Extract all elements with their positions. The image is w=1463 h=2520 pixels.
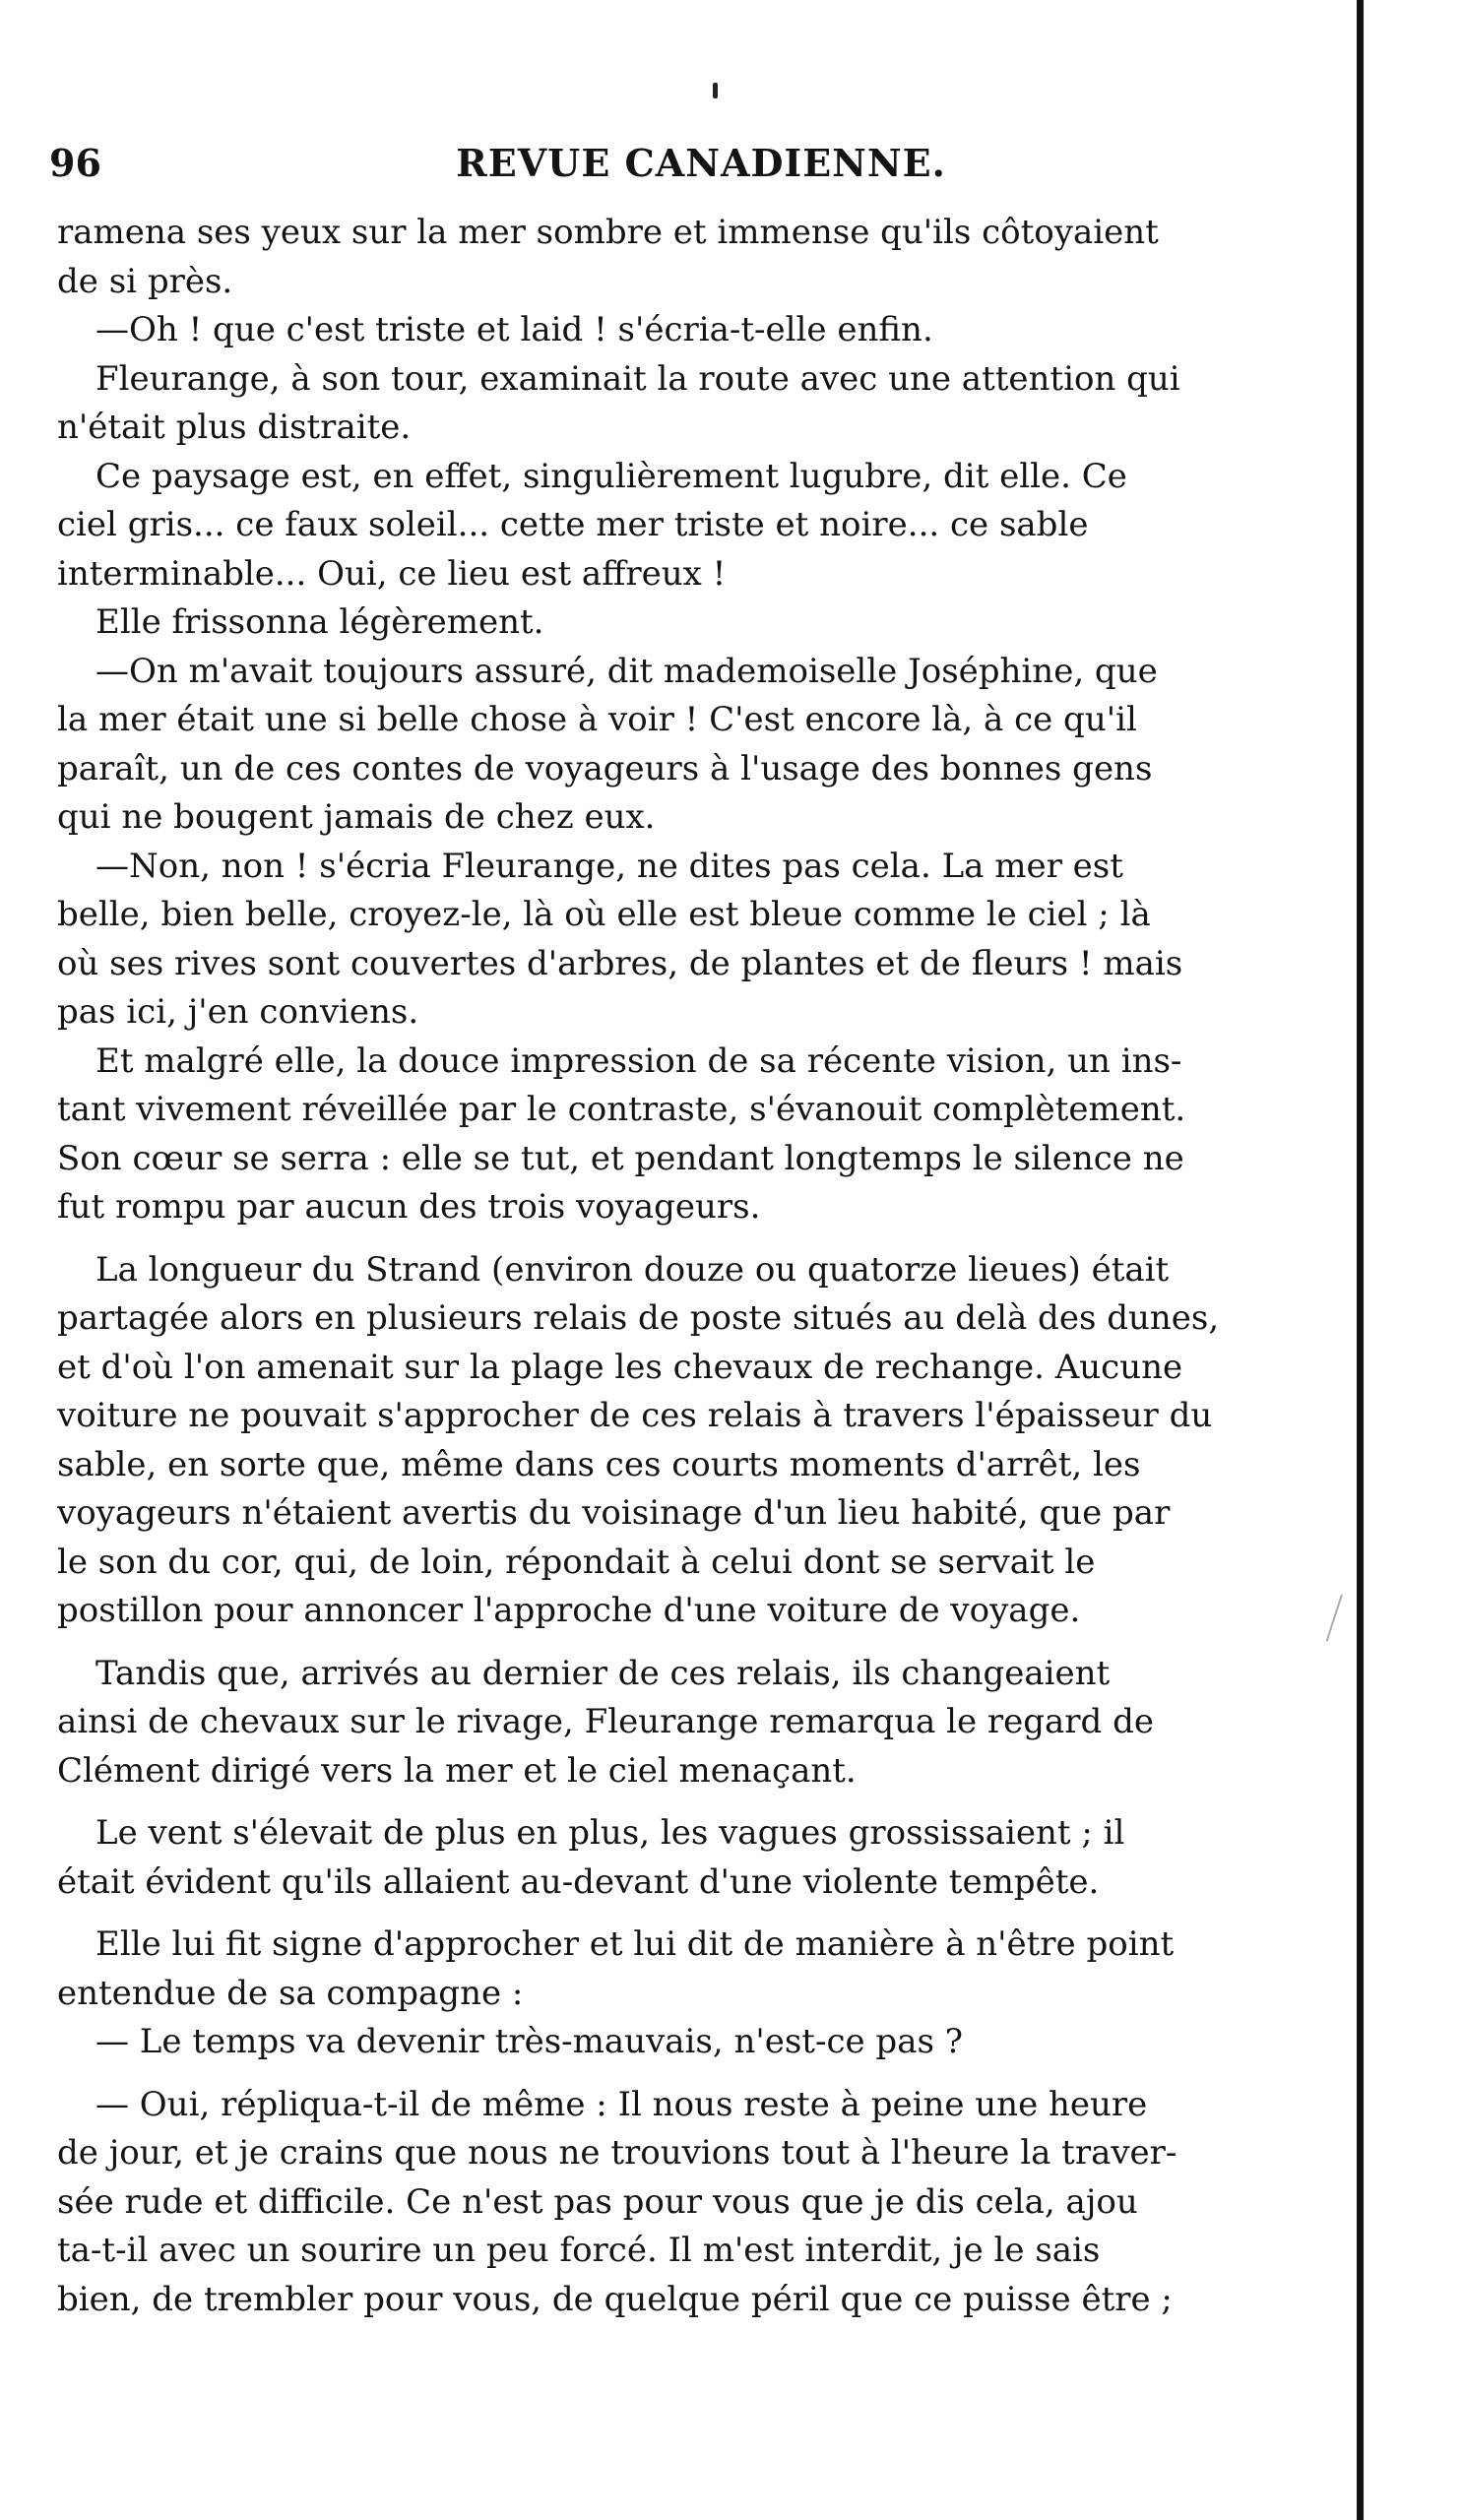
text-line: La longueur du Strand (environ douze ou quatorze lieues) était [95,1249,1170,1290]
text-line: —On m'avait toujours assuré, dit mademoiselle Joséphine, que [95,651,1158,691]
text-line: ainsi de chevaux sur le rivage, Fleurange remarqua le regard de [57,1702,1154,1741]
journal-title: REVUE CANADIENNE. [456,141,946,185]
text-line: paraît, un de ces contes de voyageurs à l'usage des bonnes gens [57,748,1153,788]
text-line: —Oh ! que c'est triste et laid ! s'écria-t-elle enfin. [95,310,933,349]
page-edge-shadow [1357,0,1364,2520]
text-line: où ses rives sont couvertes d'arbres, de plantes et de fleurs ! mais [57,943,1183,983]
body-text [57,209,1278,2324]
text-line: était évident qu'ils allaient au-devant d'une violente tempête. [57,1861,1100,1902]
text-line: Et malgré elle, la douce impression de sa récente vision, un ins- [95,1040,1182,1081]
text-line: pas ici, j'en conviens. [57,992,419,1032]
text-line: qui ne bougent jamais de chez eux. [57,797,656,837]
text-line: de si près. [57,261,233,301]
text-line: Tandis que, arrivés au dernier de ces relais, ils changeaient [95,1653,1111,1693]
text-line: entendue de sa compagne : [57,1973,524,2013]
text-line: n'était plus distraite. [57,408,412,447]
text-line: la mer était une si belle chose à voir ! C'est encore là, à ce qu'il [57,700,1137,739]
text-line: voiture ne pouvait s'approcher de ces relais à travers l'épaisseur du [57,1396,1213,1435]
text-line: ciel gris... ce faux soleil... cette mer triste et noire... ce sable [57,505,1089,544]
text-line: belle, bien belle, croyez-le, là où elle est bleue comme le ciel ; là [57,895,1151,934]
text-line: interminable... Oui, ce lieu est affreux ! [57,553,727,594]
text-line: — Le temps va devenir très-mauvais, n'est-ce pas ? [95,2022,963,2061]
text-line: de jour, et je crains que nous ne trouvions tout à l'heure la traver- [57,2133,1177,2173]
page-number: 96 [49,141,101,185]
header-ink-mark [713,83,718,98]
text-line: le son du cor, qui, de loin, répondait à celui dont se servait le [57,1542,1096,1582]
text-line: Fleurange, à son tour, examinait la route avec une attention qui [95,358,1180,399]
text-line: partagée alors en plusieurs relais de poste situés au delà des dunes, [57,1298,1220,1338]
text-line: — Oui, répliqua-t-il de même : Il nous reste à peine une heure [95,2084,1148,2124]
text-line: postillon pour annoncer l'approche d'une voiture de voyage. [57,1591,1081,1630]
text-line: —Non, non ! s'écria Fleurange, ne dites pas cela. La mer est [95,846,1123,886]
running-header [49,136,1270,191]
text-line: fut rompu par aucun des trois voyageurs. [57,1187,761,1227]
text-line: Clément dirigé vers la mer et le ciel menaçant. [57,1750,857,1791]
text-line: ta-t-il avec un sourire un peu forcé. Il m'est interdit, je le sais [57,2231,1101,2270]
text-line: bien, de trembler pour vous, de quelque péril que ce puisse être ; [57,2279,1173,2319]
text-line: Elle lui fit signe d'approcher et lui dit de manière à n'être point [95,1924,1175,1964]
scan-edge-mark [1326,1595,1351,1645]
text-line: Elle frissonna légèrement. [95,602,544,642]
text-line: Le vent s'élevait de plus en plus, les vagues grossissaient ; il [95,1813,1125,1853]
text-line: et d'où l'on amenait sur la plage les chevaux de rechange. Aucune [57,1347,1183,1387]
text-line: sée rude et difficile. Ce n'est pas pour vous que je dis cela, ajou [57,2181,1138,2222]
text-line: voyageurs n'étaient avertis du voisinage d'un lieu habité, que par [57,1493,1171,1533]
text-line: ramena ses yeux sur la mer sombre et immense qu'ils côtoyaient [57,213,1159,252]
text-line: Son cœur se serra : elle se tut, et pendant longtemps le silence ne [57,1138,1184,1178]
text-line: Ce paysage est, en effet, singulièrement lugubre, dit elle. Ce [95,456,1127,496]
text-line: tant vivement réveillée par le contraste, s'évanouit complètement. [57,1090,1186,1129]
text-line: sable, en sorte que, même dans ces courts moments d'arrêt, les [57,1444,1141,1484]
